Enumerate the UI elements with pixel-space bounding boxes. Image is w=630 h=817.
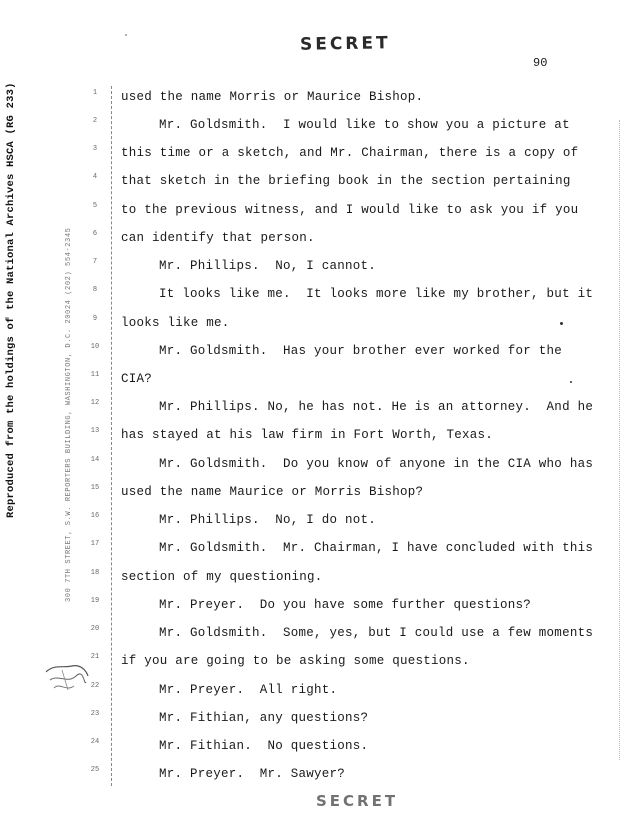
line-text: this time or a sketch, and Mr. Chairman, there is a copy of (121, 146, 579, 160)
reporter-address: 300 7TH STREET, S.W. REPORTERS BUILDING, WASHINGTON, D.C. 20024 (202) 554-2345 (65, 227, 73, 603)
line-number: 5 (92, 202, 98, 210)
line-text: Mr. Goldsmith. Do you know of anyone in the CIA who has (159, 457, 594, 471)
line-number: 19 (90, 597, 100, 605)
line-text: can identify that person. (121, 231, 315, 245)
line-number: 13 (90, 427, 100, 435)
transcript-line (0, 87, 630, 107)
line-number: 9 (92, 315, 98, 323)
line-text: if you are going to be asking some questions. (121, 654, 470, 668)
line-number: 25 (90, 766, 100, 774)
line-text: looks like me. (121, 316, 230, 330)
transcript-line (0, 454, 630, 474)
transcript-line (0, 623, 630, 643)
transcript-line (0, 313, 630, 333)
transcript-line (0, 595, 630, 615)
line-number: 8 (92, 286, 98, 294)
page-number: 90 (533, 56, 548, 70)
transcript-line (0, 538, 630, 558)
line-text: Mr. Phillips. No, I cannot. (159, 259, 377, 273)
line-text: Mr. Goldsmith. I would like to show you a picture at (159, 118, 570, 132)
transcript-line (0, 284, 630, 304)
transcript-line (0, 651, 630, 671)
line-text: to the previous witness, and I would like to ask you if you (121, 203, 579, 217)
line-text: has stayed at his law firm in Fort Worth, Texas. (121, 428, 494, 442)
line-text: Mr. Preyer. Do you have some further questions? (159, 598, 532, 612)
transcript-line (0, 143, 630, 163)
transcript-line (0, 115, 630, 135)
line-text: that sketch in the briefing book in the section pertaining (121, 174, 571, 188)
line-text: CIA? (121, 372, 153, 386)
classification-stamp-bottom: SECRET (316, 792, 399, 810)
archive-side-note: Reproduced from the holdings of the National Archives HSCA (RG 233) (5, 82, 17, 518)
line-text: Mr. Phillips. No, he has not. He is an attorney. And he (159, 400, 594, 414)
transcript-line (0, 228, 630, 248)
line-text: Mr. Goldsmith. Has your brother ever worked for the (159, 344, 563, 358)
transcript-line (0, 482, 630, 502)
line-number: 3 (92, 145, 98, 153)
transcript-line (0, 200, 630, 220)
line-text: Mr. Fithian. No questions. (159, 739, 369, 753)
transcript-line (0, 397, 630, 417)
transcript-line (0, 425, 630, 445)
line-number: 11 (90, 371, 100, 379)
transcript-line (0, 510, 630, 530)
line-number: 18 (90, 569, 100, 577)
line-text: section of my questioning. (121, 570, 323, 584)
transcript-line (0, 369, 630, 389)
line-number: 6 (92, 230, 98, 238)
line-number: 20 (90, 625, 100, 633)
transcript-line (0, 708, 630, 728)
line-number: 10 (90, 343, 100, 351)
ink-speck (570, 381, 572, 383)
transcript-line (0, 680, 630, 700)
line-number: 1 (92, 89, 98, 97)
line-number: 7 (92, 258, 98, 266)
line-number: 16 (90, 512, 100, 520)
transcript-line (0, 341, 630, 361)
line-text: Mr. Phillips. No, I do not. (159, 513, 377, 527)
line-text: used the name Morris or Maurice Bishop. (121, 90, 424, 104)
line-text: Mr. Goldsmith. Mr. Chairman, I have concluded with this (159, 541, 594, 555)
ink-speck (125, 34, 127, 36)
transcript-line (0, 567, 630, 587)
line-text: It looks like me. It looks more like my brother, but it (159, 287, 594, 301)
line-text: Mr. Preyer. Mr. Sawyer? (159, 767, 346, 781)
line-text: Mr. Fithian, any questions? (159, 711, 369, 725)
transcript-line (0, 764, 630, 784)
line-number: 17 (90, 540, 100, 548)
classification-stamp-top: SECRET (299, 33, 391, 55)
line-text: used the name Maurice or Morris Bishop? (121, 485, 424, 499)
line-text: Mr. Preyer. All right. (159, 683, 338, 697)
line-number: 14 (90, 456, 100, 464)
line-number: 12 (90, 399, 100, 407)
line-number: 4 (92, 173, 98, 181)
line-number: 22 (90, 682, 100, 690)
line-number: 2 (92, 117, 98, 125)
line-text: Mr. Goldsmith. Some, yes, but I could use a few moments (159, 626, 594, 640)
ink-speck (560, 322, 563, 325)
line-number: 23 (90, 710, 100, 718)
line-number: 24 (90, 738, 100, 746)
transcript-line (0, 171, 630, 191)
transcript-line (0, 256, 630, 276)
transcript-line (0, 736, 630, 756)
line-number: 21 (90, 653, 100, 661)
line-number: 15 (90, 484, 100, 492)
